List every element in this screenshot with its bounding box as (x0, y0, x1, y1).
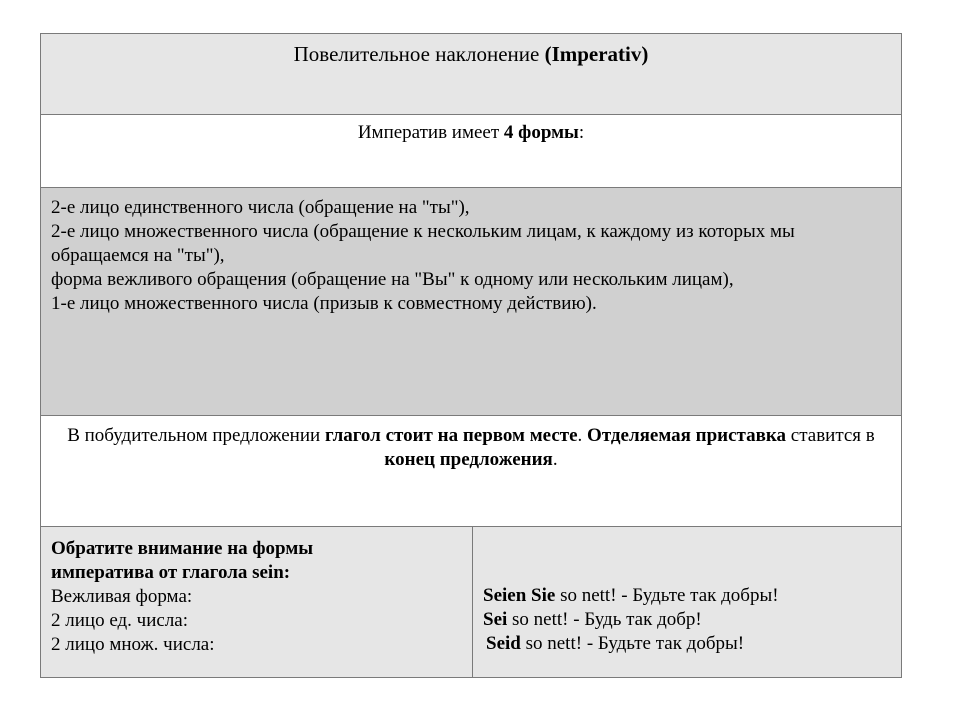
intro-text (41, 115, 901, 145)
intro-suffix: : (578, 122, 585, 143)
page-title (41, 34, 901, 66)
example-line (483, 608, 891, 632)
title-row (40, 33, 902, 115)
note-heading (51, 537, 462, 585)
rule-part: В побудительном предложении (67, 425, 325, 446)
example-line (483, 632, 891, 656)
intro-row (40, 114, 902, 188)
rule-bold: конец предложения (384, 449, 553, 470)
example-verb: Sei (483, 609, 508, 630)
rule-part: ставится в (786, 425, 875, 446)
rule-bold: глагол стоит на первом месте (324, 425, 578, 446)
intro-bold: 4 формы (503, 122, 579, 143)
note-label: Вежливая форма: (51, 586, 193, 607)
note-heading-line: императива от глагола sein: (51, 562, 291, 583)
imperative-table (40, 33, 904, 678)
forms-row (40, 187, 902, 416)
title-text: Повелительное наклонение (293, 42, 545, 66)
example-rest: so nett! - Будьте так добры! (555, 585, 779, 606)
title-bold-text: (Imperativ) (544, 42, 649, 66)
note-cell (41, 527, 473, 677)
rule-part: . (577, 425, 588, 446)
example-row (40, 526, 902, 678)
rule-bold: Отделяемая приставка (587, 425, 787, 446)
note-heading-line: Обратите внимание на формы (51, 538, 314, 559)
rule-text (41, 416, 901, 472)
examples-cell (473, 527, 901, 677)
example-verb: Seid (486, 633, 521, 654)
example-verb: Seien Sie (483, 585, 556, 606)
note-label: 2 лицо множ. числа: (51, 634, 215, 655)
example-rest: so nett! - Будь так добр! (507, 609, 702, 630)
list-item: 2-е лицо единственного числа (обращение на "ты"), (51, 197, 470, 218)
rule-row (40, 415, 902, 527)
forms-list (41, 188, 901, 316)
intro-prefix: Императив имеет (357, 122, 504, 143)
rule-part: . (552, 449, 558, 470)
example-line (483, 584, 891, 608)
list-item: 1-е лицо множественного числа (призыв к совместному действию). (51, 293, 597, 314)
note-label: 2 лицо ед. числа: (51, 610, 189, 631)
example-rest: so nett! - Будьте так добры! (520, 633, 745, 654)
list-item: форма вежливого обращения (обращение на "Вы" к одному или нескольким лицам), (51, 269, 734, 290)
list-item: 2-е лицо множественного числа (обращение к нескольким лицам, к каждому из которых мы обращаемся на "ты"), (51, 221, 795, 266)
